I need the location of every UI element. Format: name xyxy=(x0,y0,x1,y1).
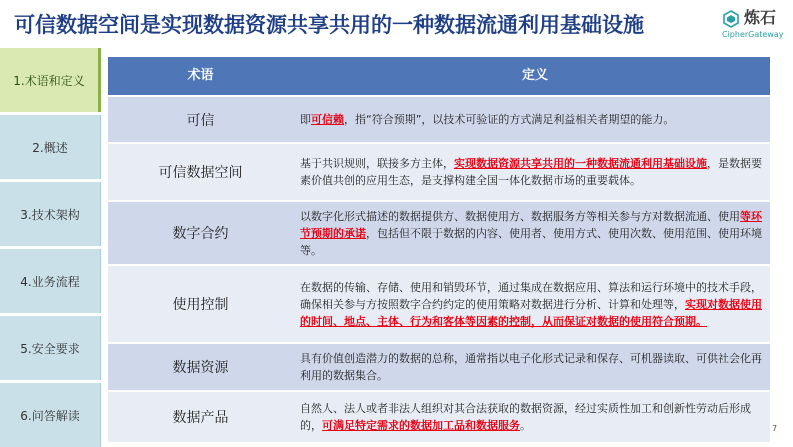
sidebar-nav xyxy=(0,48,103,446)
sidebar-item-label: 2.概述 xyxy=(32,140,68,155)
logo-mark-icon xyxy=(722,10,740,28)
highlighted-text: 可满足特定需求的数据加工品和数据服务 xyxy=(322,419,520,432)
page-title: 可信数据空间是实现数据资源共享共用的一种数据流通利用基础设施 xyxy=(14,13,644,37)
table-row xyxy=(108,202,770,264)
sidebar-item-qa[interactable] xyxy=(0,383,101,447)
definition-cell xyxy=(300,144,764,200)
highlighted-text: 等环节预期的承诺 xyxy=(300,209,762,240)
sidebar-item-terms[interactable] xyxy=(0,48,101,112)
page-number: 7 xyxy=(772,424,778,433)
definition-text: 。 xyxy=(520,419,531,432)
table-row xyxy=(108,344,770,390)
term-cell: 数据资源 xyxy=(172,360,229,376)
table-header xyxy=(108,57,770,95)
definition-text: ，包括但不限于数据的内容、使用者、使用方式、使用次数、使用范围、使用环境等。 xyxy=(300,226,762,257)
highlighted-text: 实现对数据使用的时间、地点、主体、行为和客体等因素的控制，从而保证对数据的使用符合预期。 xyxy=(300,297,762,328)
sidebar-item-label: 3.技术架构 xyxy=(20,207,80,222)
definition-text: 在数据的传输、存储、使用和销毁环节，通过集成在数据应用、算法和运行环境中的技术手段，确保相关参与方按照数字合约约定的使用策略对数据进行分析、计算和处理等， xyxy=(300,280,762,311)
definition-cell xyxy=(300,97,764,142)
term-cell: 可信数据空间 xyxy=(158,165,243,181)
table-row xyxy=(108,266,770,342)
logo-name: 炼石 xyxy=(744,8,777,27)
definition-cell xyxy=(300,202,764,264)
table-row xyxy=(108,392,770,442)
sidebar-item-workflow[interactable] xyxy=(0,249,101,313)
sidebar-item-security[interactable] xyxy=(0,316,101,380)
definition-cell xyxy=(300,266,764,342)
definition-cell xyxy=(300,392,764,442)
sidebar-item-architecture[interactable] xyxy=(0,182,101,246)
sidebar-item-overview[interactable] xyxy=(0,115,101,179)
highlighted-text: 实现数据资源共享共用的一种数据流通利用基础设施 xyxy=(454,157,707,170)
term-cell: 可信 xyxy=(186,112,215,129)
header-term: 术语 xyxy=(187,68,214,83)
table-row xyxy=(108,97,770,142)
terms-table xyxy=(108,57,770,442)
sidebar-item-label: 1.术语和定义 xyxy=(13,73,85,88)
definition-cell xyxy=(300,344,764,390)
definition-text: 即 xyxy=(300,113,311,126)
header-definition: 定义 xyxy=(521,68,548,83)
definition-text: 具有价值创造潜力的数据的总称，通常指以电子化形式记录和保存、可机器读取、可供社会化再利用的数据集合。 xyxy=(300,352,762,382)
term-cell: 数字合约 xyxy=(172,226,229,242)
sidebar-item-label: 5.安全要求 xyxy=(20,341,80,356)
sidebar-item-label: 4.业务流程 xyxy=(20,274,80,289)
brand-logo xyxy=(722,8,788,44)
logo-subtitle: CipherGateway xyxy=(722,30,784,39)
term-cell: 使用控制 xyxy=(172,297,229,313)
highlighted-text: 可信赖 xyxy=(311,113,344,126)
definition-text: ，指“符合预期”，以技术可验证的方式满足利益相关者期望的能力。 xyxy=(344,113,675,126)
sidebar-item-label: 6.问答解读 xyxy=(20,408,80,423)
definition-text: 以数字化形式描述的数据提供方、数据使用方、数据服务方等相关参与方对数据流通、使用 xyxy=(300,209,740,223)
table-row xyxy=(108,144,770,200)
definition-text: 自然人、法人或者非法人组织对其合法获取的数据资源，经过实质性加工和创新性劳动后形成的， xyxy=(300,402,751,432)
definition-text: ，是数据要素价值共创的应用生态，是支撑构建全国一体化数据市场的重要载体。 xyxy=(300,157,762,187)
term-cell: 数据产品 xyxy=(172,410,229,426)
definition-text: 基于共识规则，联接多方主体， xyxy=(300,157,454,170)
